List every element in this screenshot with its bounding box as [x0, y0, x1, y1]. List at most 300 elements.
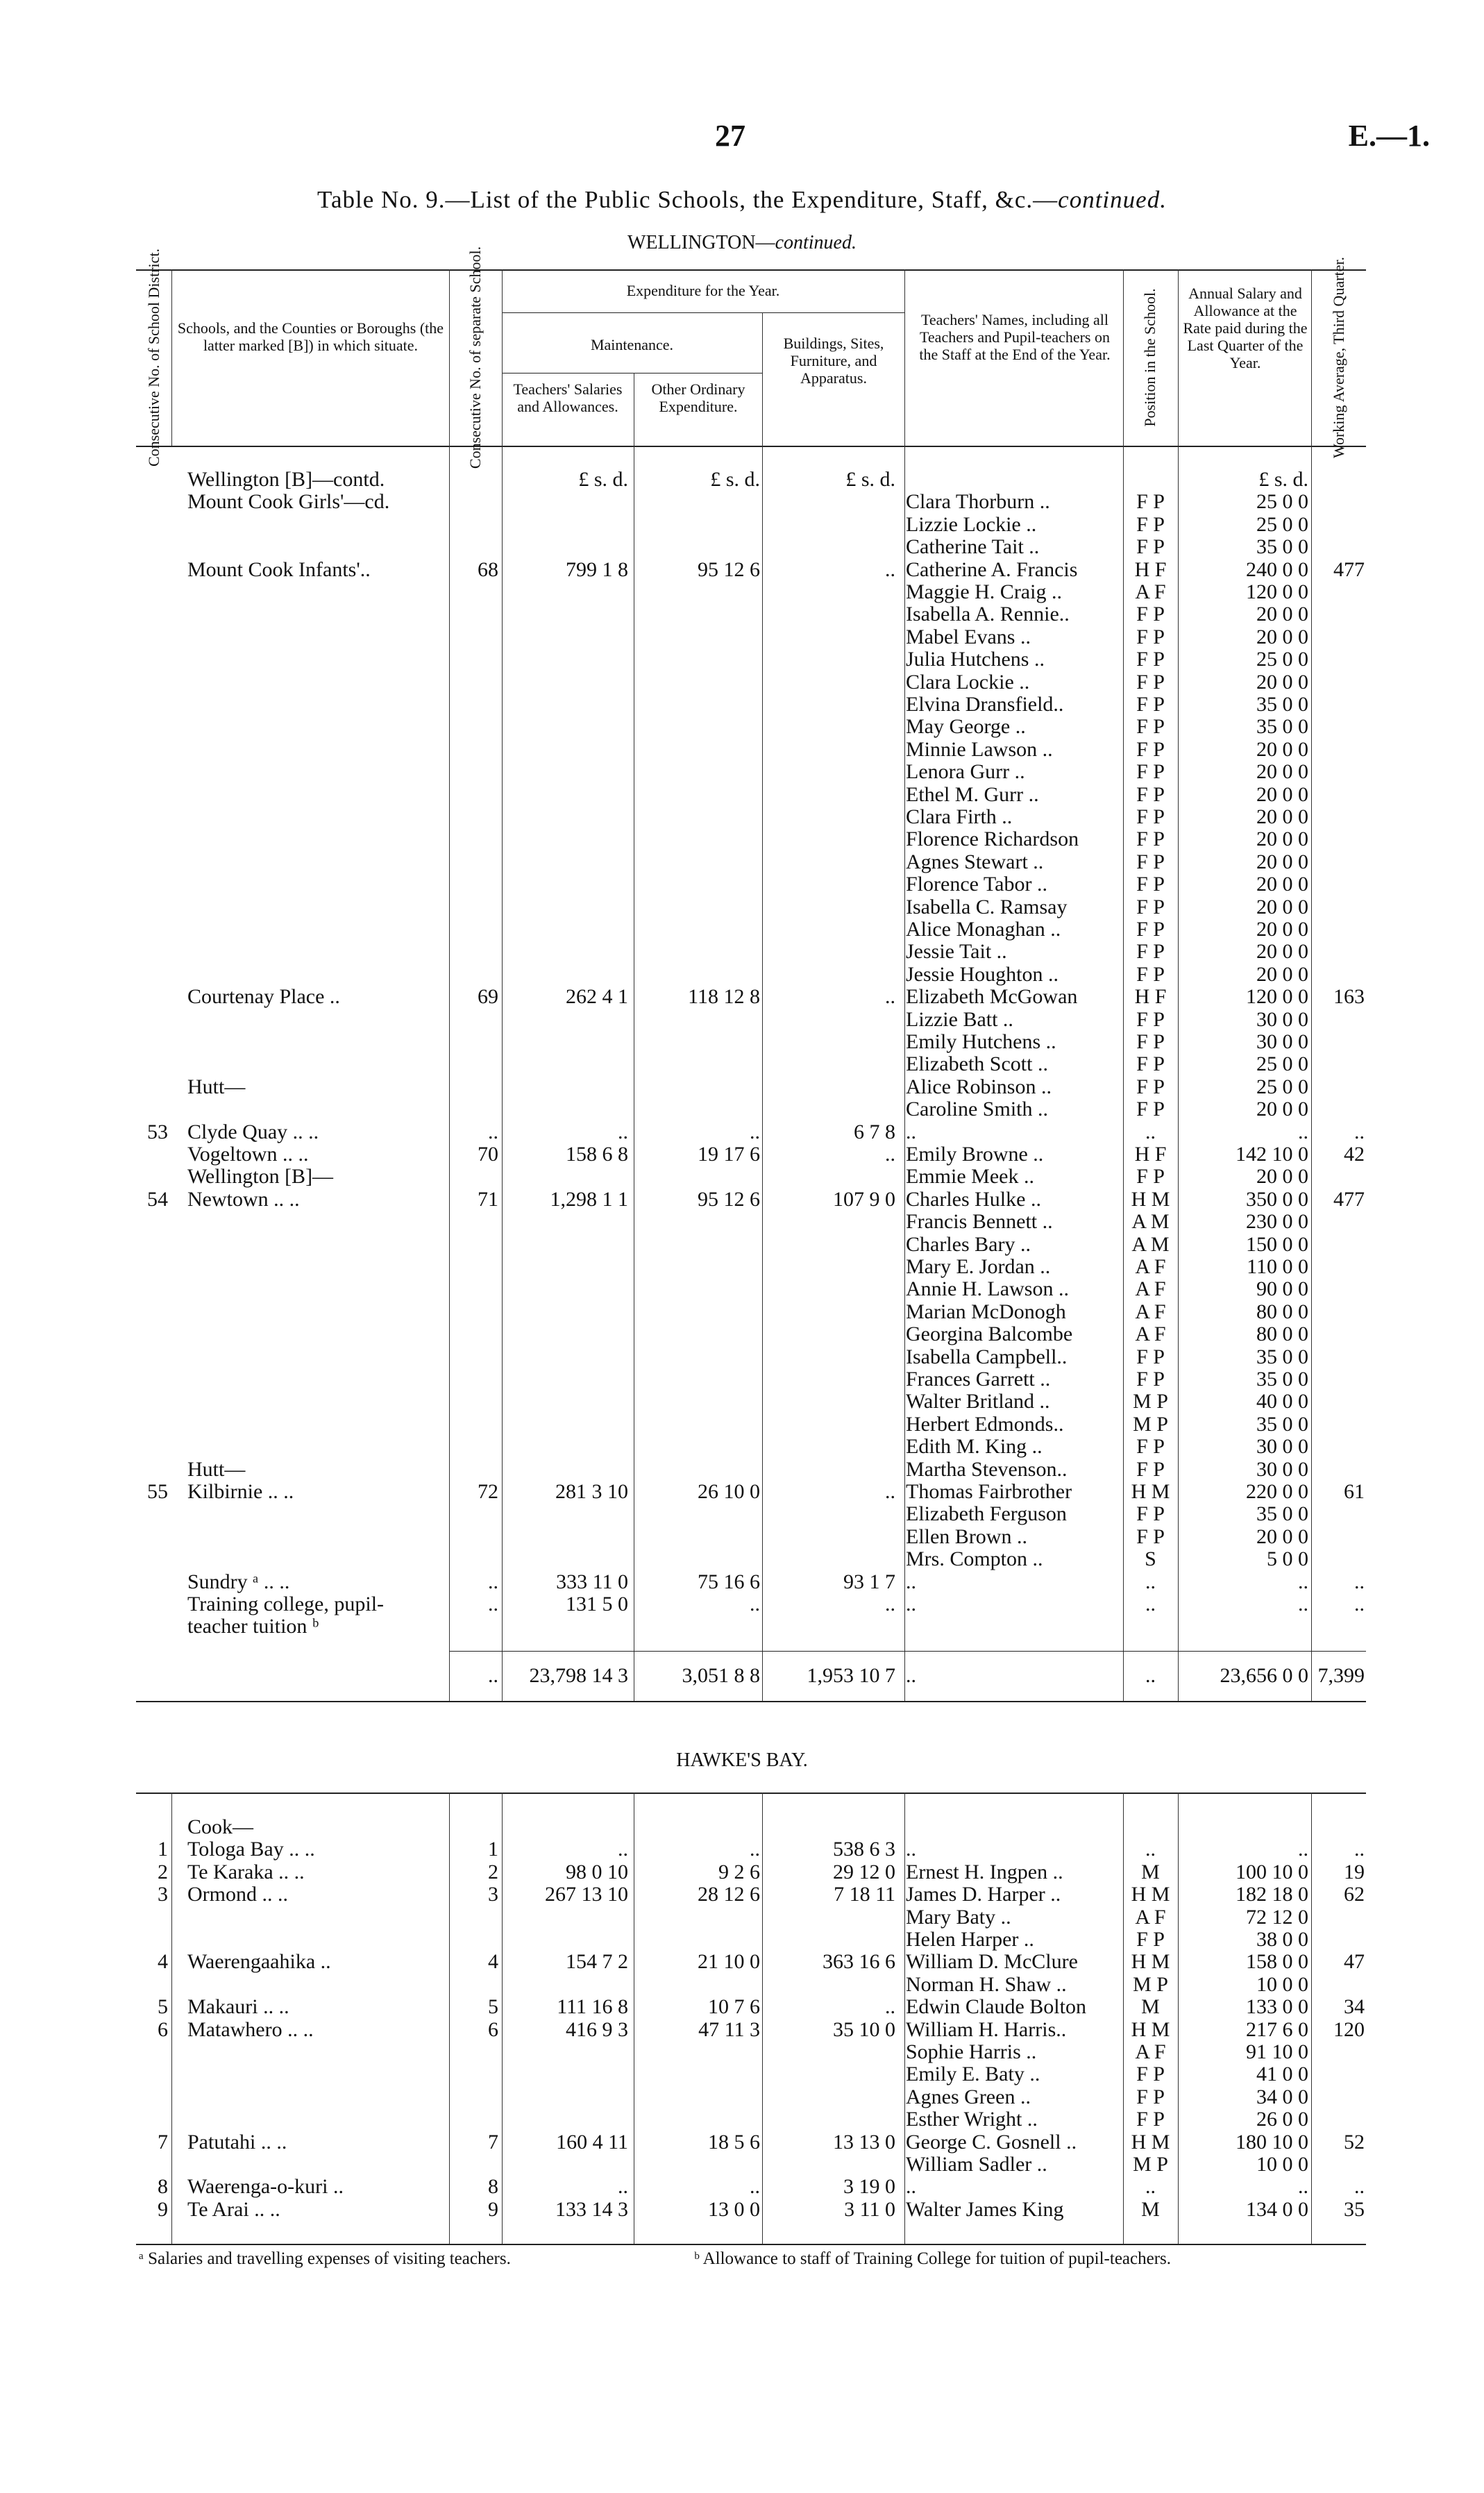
position: F P: [1136, 2085, 1165, 2108]
position: A M: [1131, 1210, 1170, 1234]
separate-school-no: 5: [488, 1995, 498, 2019]
separate-school-no: ..: [488, 1593, 498, 1615]
annual-salary: 220 0 0: [1246, 1480, 1308, 1503]
position: F P: [1136, 873, 1165, 896]
salaries-amount: 158 6 8: [566, 1143, 628, 1166]
teacher-name: Alice Robinson ..: [906, 1075, 1052, 1098]
salaries-amount: 267 13 10: [545, 1883, 628, 1906]
section-heading-hawkes-bay: [0, 1749, 1484, 1772]
annual-salary: £ s. d.: [1258, 468, 1308, 491]
separate-school-no: 6: [488, 2017, 498, 2041]
annual-salary: 35 0 0: [1256, 1368, 1308, 1391]
total-buildings-amount: 1,953 10 7: [807, 1664, 895, 1687]
table-row: [0, 1346, 1484, 1368]
separate-school-no: 71: [478, 1187, 498, 1211]
working-average: ..: [1354, 1120, 1365, 1143]
table-row: [0, 1278, 1484, 1300]
teacher-name: Catherine Tait ..: [906, 535, 1040, 559]
separate-school-no: 3: [488, 1883, 498, 1906]
salaries-amount: 131 5 0: [566, 1593, 628, 1615]
teacher-name: Ernest H. Ingpen ..: [906, 1860, 1063, 1883]
school-name: Te Arai .. ..: [187, 2197, 280, 2221]
position: S: [1145, 1547, 1156, 1571]
annual-salary: 72 12 0: [1246, 1905, 1308, 1929]
district-no: 6: [158, 2017, 168, 2041]
buildings-amount: 3 19 0: [843, 2175, 895, 2199]
school-name: Wellington [B]—contd.: [187, 468, 385, 491]
table-row: [0, 536, 1484, 558]
annual-salary: 80 0 0: [1256, 1300, 1308, 1323]
working-average: 19: [1344, 1860, 1365, 1883]
total-separate-school-no: ..: [488, 1664, 498, 1687]
annual-salary: 110 0 0: [1247, 1255, 1308, 1278]
total-working-average: 7,399: [1317, 1664, 1365, 1687]
annual-salary: 20 0 0: [1256, 737, 1308, 761]
annual-salary: 80 0 0: [1256, 1323, 1308, 1346]
teacher-name: Ethel M. Gurr ..: [906, 782, 1039, 806]
separate-school-no: 8: [488, 2175, 498, 2199]
buildings-amount: 29 12 0: [833, 1860, 895, 1883]
working-average: 120: [1333, 2017, 1365, 2041]
other-expenditure-amount: 10 7 6: [708, 1995, 760, 2019]
annual-salary: 20 0 0: [1256, 760, 1308, 784]
table-row: [0, 1009, 1484, 1031]
separate-school-no: ..: [488, 1570, 498, 1593]
separate-school-no: 68: [478, 557, 498, 581]
teacher-name: Mabel Evans ..: [906, 625, 1031, 648]
table-row: [0, 1951, 1484, 1973]
position: H M: [1131, 2130, 1170, 2154]
teacher-name: James D. Harper ..: [906, 1883, 1061, 1906]
section-name-suffix: continued.: [775, 232, 857, 253]
teacher-name: William Sadler ..: [906, 2153, 1047, 2176]
table-row: [0, 986, 1484, 1008]
buildings-amount: ..: [885, 1995, 895, 2019]
position: F P: [1136, 648, 1165, 671]
header-school: Schools, and the Counties or Boroughs (the latter marked [B]) in which situate.: [177, 319, 444, 354]
header-annual-salary: Annual Salary and Allowance at the Rate paid during the Last Quarter of the Year.: [1183, 285, 1308, 371]
annual-salary: ..: [1298, 1838, 1308, 1861]
position: F P: [1136, 490, 1165, 514]
working-average: 477: [1333, 557, 1365, 581]
annual-salary: 20 0 0: [1256, 625, 1308, 648]
position: F P: [1136, 1052, 1165, 1076]
table-row: [0, 1256, 1484, 1278]
school-name: Hutt—: [187, 1457, 246, 1481]
teacher-name: ..: [906, 2175, 916, 2199]
position: H F: [1134, 985, 1167, 1009]
teacher-name: Mary E. Jordan ..: [906, 1255, 1051, 1278]
position: A F: [1135, 1905, 1166, 1929]
table-row: [0, 716, 1484, 738]
teacher-name: Minnie Lawson ..: [906, 737, 1053, 761]
school-name: Newtown .. ..: [187, 1187, 300, 1211]
table-row: [0, 2041, 1484, 2063]
table-row: [0, 784, 1484, 806]
teacher-name: Emily Browne ..: [906, 1143, 1044, 1166]
buildings-amount: ..: [885, 985, 895, 1009]
position: F P: [1136, 670, 1165, 694]
teacher-name: May George ..: [906, 715, 1026, 739]
table-row: [0, 1413, 1484, 1436]
teacher-name: Edwin Claude Bolton: [906, 1995, 1086, 2019]
position: F P: [1136, 1098, 1165, 1121]
annual-salary: 133 0 0: [1246, 1995, 1308, 2019]
teacher-name: Elizabeth Scott ..: [906, 1052, 1048, 1076]
header-teacher-salaries: Teachers' Salaries and Allowances.: [513, 380, 623, 415]
position: H M: [1131, 1883, 1170, 1906]
table-row: [0, 739, 1484, 761]
table-row: [0, 1301, 1484, 1323]
district-no: 2: [158, 1860, 168, 1883]
district-no: 3: [158, 1883, 168, 1906]
working-average: ..: [1354, 1838, 1365, 1861]
total-annual-salary: 23,656 0 0: [1220, 1664, 1308, 1687]
position: M P: [1133, 1412, 1168, 1436]
table-row: [0, 491, 1484, 513]
annual-salary: 35 0 0: [1256, 693, 1308, 716]
position: F P: [1136, 895, 1165, 918]
annual-salary: 25 0 0: [1256, 1075, 1308, 1098]
teacher-name: Norman H. Shaw ..: [906, 1972, 1067, 1996]
table-row: [0, 469, 1484, 491]
teacher-name: Francis Bennett ..: [906, 1210, 1053, 1234]
table-title-suffix: continued.: [1058, 186, 1167, 213]
table-row: [0, 896, 1484, 918]
table-row: [0, 1143, 1484, 1166]
position: F P: [1136, 1030, 1165, 1053]
buildings-amount: 538 6 3: [833, 1838, 895, 1861]
table-row: [0, 1391, 1484, 1413]
table-row: [0, 1323, 1484, 1345]
position: M: [1141, 2197, 1160, 2221]
teacher-name: Clara Lockie ..: [906, 670, 1030, 694]
teacher-name: Esther Wright ..: [906, 2108, 1038, 2131]
document-reference: E.—1.: [1348, 119, 1430, 153]
annual-salary: 26 0 0: [1256, 2108, 1308, 2131]
annual-salary: 120 0 0: [1246, 985, 1308, 1009]
teacher-name: Lenora Gurr ..: [906, 760, 1025, 784]
buildings-amount: ..: [885, 1143, 895, 1166]
table-row: [0, 1098, 1484, 1120]
page-number: 27: [715, 119, 745, 153]
table-row: [0, 2176, 1484, 2198]
annual-salary: ..: [1298, 1570, 1308, 1593]
teacher-name: Lizzie Lockie ..: [906, 512, 1037, 536]
annual-salary: 150 0 0: [1246, 1232, 1308, 1256]
teacher-name: Emily E. Baty ..: [906, 2063, 1040, 2086]
footnote-b: ᵇ Allowance to staff of Training College for tuition of pupil-teachers.: [694, 2249, 1172, 2268]
position: F P: [1136, 737, 1165, 761]
total-salaries-amount: 23,798 14 3: [529, 1664, 628, 1687]
table-row: [0, 1615, 1484, 1638]
working-average: ..: [1354, 2175, 1365, 2199]
footnote-a: ᵃ Salaries and travelling expenses of visiting teachers.: [139, 2249, 511, 2268]
salaries-amount: 333 11 0: [556, 1570, 628, 1593]
annual-salary: 158 0 0: [1246, 1950, 1308, 1974]
table-row: [0, 694, 1484, 716]
teacher-name: Isabella A. Rennie..: [906, 603, 1070, 626]
teacher-name: Martha Stevenson..: [906, 1457, 1068, 1481]
teacher-name: Julia Hutchens ..: [906, 648, 1045, 671]
school-name: Training college, pupil-: [187, 1593, 385, 1615]
teacher-name: Maggie H. Craig ..: [906, 580, 1062, 603]
other-expenditure-amount: 9 2 6: [718, 1860, 760, 1883]
salaries-amount: 133 14 3: [555, 2197, 628, 2221]
teacher-name: William D. McClure: [906, 1950, 1078, 1974]
salaries-amount: ..: [618, 1120, 628, 1143]
position: F P: [1136, 1502, 1165, 1526]
position: M P: [1133, 2153, 1168, 2176]
district-no: 8: [158, 2175, 168, 2199]
table-row: [0, 1593, 1484, 1615]
other-expenditure-amount: ..: [750, 1838, 760, 1861]
teacher-name: Emily Hutchens ..: [906, 1030, 1056, 1053]
table-row: [0, 1211, 1484, 1233]
position: F P: [1136, 1075, 1165, 1098]
annual-salary: 230 0 0: [1246, 1210, 1308, 1234]
salaries-amount: 281 3 10: [555, 1480, 628, 1503]
annual-salary: 38 0 0: [1256, 1928, 1308, 1951]
position: F P: [1136, 828, 1165, 851]
table-row: [0, 1906, 1484, 1929]
table-row: [0, 851, 1484, 873]
annual-salary: 180 10 0: [1236, 2130, 1308, 2154]
header-district-no: Consecutive No. of School District.: [145, 248, 162, 467]
total-other-expenditure-amount: 3,051 8 8: [682, 1664, 760, 1687]
teacher-name: Lizzie Batt ..: [906, 1007, 1013, 1031]
header-other-expenditure: Other Ordinary Expenditure.: [651, 380, 745, 415]
table-row: [0, 828, 1484, 850]
other-expenditure-amount: 21 10 0: [698, 1950, 760, 1974]
annual-salary: 20 0 0: [1256, 918, 1308, 941]
table-title-text: Table No. 9.—List of the Public Schools, the Expenditure, Staff, &c.—: [317, 186, 1059, 213]
position: ..: [1145, 1838, 1156, 1861]
table-row: [0, 1053, 1484, 1075]
position: A F: [1135, 1300, 1166, 1323]
table-row: [0, 581, 1484, 603]
table-row: [0, 1503, 1484, 1525]
other-expenditure-amount: 47 11 3: [698, 2017, 760, 2041]
teacher-name: Jessie Tait ..: [906, 940, 1007, 964]
salaries-amount: 154 7 2: [566, 1950, 628, 1974]
table-row: [0, 1861, 1484, 1883]
annual-salary: 30 0 0: [1256, 1435, 1308, 1459]
position: F P: [1136, 1007, 1165, 1031]
annual-salary: 100 10 0: [1236, 1860, 1308, 1883]
position: F P: [1136, 2108, 1165, 2131]
table-row: [0, 1189, 1484, 1211]
header-buildings: Buildings, Sites, Furniture, and Apparatus.: [783, 335, 884, 387]
teacher-name: Florence Richardson: [906, 828, 1079, 851]
table-row: [0, 918, 1484, 941]
section-name: WELLINGTON—: [627, 232, 775, 253]
annual-salary: 142 10 0: [1236, 1143, 1308, 1166]
working-average: 42: [1344, 1143, 1365, 1166]
school-name: Waerenga-o-kuri ..: [187, 2175, 344, 2199]
annual-salary: ..: [1298, 2175, 1308, 2199]
header-separate-school-no: Consecutive No. of separate School.: [466, 246, 484, 469]
teacher-name: Elizabeth Ferguson: [906, 1502, 1067, 1526]
table-row: [0, 1548, 1484, 1570]
annual-salary: 30 0 0: [1256, 1030, 1308, 1053]
annual-salary: 34 0 0: [1256, 2085, 1308, 2108]
separate-school-no: ..: [488, 1120, 498, 1143]
working-average: 34: [1344, 1995, 1365, 2019]
table-row: [0, 626, 1484, 648]
header-teachers-names: Teachers' Names, including all Teachers and Pupil-teachers on the Staff at the End of the Year.: [919, 311, 1111, 363]
annual-salary: 217 6 0: [1246, 2017, 1308, 2041]
position: F P: [1136, 1525, 1165, 1548]
separate-school-no: 69: [478, 985, 498, 1009]
separate-school-no: 9: [488, 2197, 498, 2221]
buildings-amount: 363 16 6: [823, 1950, 895, 1974]
other-expenditure-amount: 118 12 8: [688, 985, 760, 1009]
teacher-name: Agnes Green ..: [906, 2085, 1031, 2108]
teacher-name: Frances Garrett ..: [906, 1368, 1051, 1391]
teacher-name: Walter James King: [906, 2197, 1064, 2221]
district-no: 7: [158, 2130, 168, 2154]
position: F P: [1136, 603, 1165, 626]
table-row: [0, 603, 1484, 626]
buildings-amount: 7 18 11: [834, 1883, 895, 1906]
working-average: 477: [1333, 1187, 1365, 1211]
annual-salary: 20 0 0: [1256, 850, 1308, 873]
separate-school-no: 70: [478, 1143, 498, 1166]
table-row: [0, 1368, 1484, 1391]
total-position: ..: [1145, 1664, 1156, 1687]
table-row: [0, 964, 1484, 986]
teacher-name: Jessie Houghton ..: [906, 962, 1059, 986]
other-expenditure-amount: 19 17 6: [698, 1143, 760, 1166]
buildings-amount: 3 11 0: [844, 2197, 895, 2221]
annual-salary: 30 0 0: [1256, 1457, 1308, 1481]
teacher-name: ..: [906, 1838, 916, 1861]
table-row: [0, 2063, 1484, 2085]
salaries-amount: 160 4 11: [556, 2130, 628, 2154]
table-row: [0, 1121, 1484, 1143]
annual-salary: 20 0 0: [1256, 873, 1308, 896]
district-no: 9: [158, 2197, 168, 2221]
annual-salary: 10 0 0: [1256, 2153, 1308, 2176]
teacher-name: ..: [906, 1570, 916, 1593]
teacher-name: Mary Baty ..: [906, 1905, 1011, 1929]
position: F P: [1136, 1435, 1165, 1459]
district-no: 1: [158, 1838, 168, 1861]
district-no: 4: [158, 1950, 168, 1974]
school-name: Clyde Quay .. ..: [187, 1120, 319, 1143]
position: F P: [1136, 782, 1165, 806]
position: F P: [1136, 962, 1165, 986]
working-average: ..: [1354, 1593, 1365, 1615]
district-no: 5: [158, 1995, 168, 2019]
annual-salary: 35 0 0: [1256, 1502, 1308, 1526]
annual-salary: 40 0 0: [1256, 1390, 1308, 1413]
position: A F: [1135, 2040, 1166, 2063]
working-average: 52: [1344, 2130, 1365, 2154]
school-name: Courtenay Place ..: [187, 985, 340, 1009]
table-row: [0, 1526, 1484, 1548]
district-no: 55: [147, 1480, 168, 1503]
teacher-name: Sophie Harris ..: [906, 2040, 1037, 2063]
teacher-name: Herbert Edmonds..: [906, 1412, 1064, 1436]
table-row: [0, 671, 1484, 694]
annual-salary: 35 0 0: [1256, 1412, 1308, 1436]
teacher-name: Thomas Fairbrother: [906, 1480, 1072, 1503]
annual-salary: 25 0 0: [1256, 1052, 1308, 1076]
table-row: [0, 648, 1484, 671]
salaries-amount: ..: [618, 1838, 628, 1861]
position: A F: [1135, 580, 1166, 603]
position: ..: [1145, 1570, 1156, 1593]
separate-school-no: 1: [488, 1838, 498, 1861]
position: H F: [1134, 1143, 1167, 1166]
teacher-name: Annie H. Lawson ..: [906, 1277, 1069, 1301]
annual-salary: 20 0 0: [1256, 940, 1308, 964]
teacher-name: Agnes Stewart ..: [906, 850, 1044, 873]
position: F P: [1136, 918, 1165, 941]
teacher-name: Edith M. King ..: [906, 1435, 1043, 1459]
position: ..: [1145, 1593, 1156, 1615]
table-row: [0, 1571, 1484, 1593]
annual-salary: 20 0 0: [1256, 1165, 1308, 1189]
table-title: [0, 186, 1484, 214]
position: F P: [1136, 693, 1165, 716]
teacher-name: Elvina Dransfield..: [906, 693, 1064, 716]
teacher-name: Emmie Meek ..: [906, 1165, 1034, 1189]
position: F P: [1136, 1928, 1165, 1951]
teacher-name: Isabella C. Ramsay: [906, 895, 1068, 918]
annual-salary: 10 0 0: [1256, 1972, 1308, 1996]
table-row: [0, 2131, 1484, 2154]
annual-salary: 20 0 0: [1256, 1525, 1308, 1548]
header-expenditure: Expenditure for the Year.: [626, 282, 780, 299]
section-name: HAWKE'S BAY.: [676, 1749, 808, 1771]
school-name: Cook—: [187, 1815, 254, 1838]
other-expenditure-amount: 26 10 0: [698, 1480, 760, 1503]
table-row: [0, 1883, 1484, 1906]
teacher-name: Ellen Brown ..: [906, 1525, 1027, 1548]
annual-salary: 90 0 0: [1256, 1277, 1308, 1301]
teacher-name: Charles Bary ..: [906, 1232, 1031, 1256]
teacher-name: Marian McDonogh: [906, 1300, 1066, 1323]
annual-salary: 35 0 0: [1256, 1345, 1308, 1368]
school-name: teacher tuition ᵇ: [187, 1615, 319, 1638]
position: F P: [1136, 760, 1165, 784]
header-working-average: Working Average, Third Quarter.: [1330, 256, 1347, 459]
school-name: Kilbirnie .. ..: [187, 1480, 294, 1503]
annual-salary: 41 0 0: [1256, 2063, 1308, 2086]
total-teacher-name: ..: [906, 1664, 916, 1687]
salaries-amount: 416 9 3: [566, 2017, 628, 2041]
position: F P: [1136, 1457, 1165, 1481]
table-row: [0, 761, 1484, 783]
position: F P: [1136, 512, 1165, 536]
position: A F: [1135, 1323, 1166, 1346]
school-name: Sundry ᵃ .. ..: [187, 1570, 290, 1593]
annual-salary: 20 0 0: [1256, 828, 1308, 851]
annual-salary: ..: [1298, 1120, 1308, 1143]
table-row: [0, 2108, 1484, 2131]
district-no: 53: [147, 1120, 168, 1143]
position: A M: [1131, 1232, 1170, 1256]
teacher-name: Helen Harper ..: [906, 1928, 1034, 1951]
separate-school-no: 4: [488, 1950, 498, 1974]
position: M P: [1133, 1972, 1168, 1996]
annual-salary: 25 0 0: [1256, 512, 1308, 536]
position: M: [1141, 1995, 1160, 2019]
position: ..: [1145, 1120, 1156, 1143]
